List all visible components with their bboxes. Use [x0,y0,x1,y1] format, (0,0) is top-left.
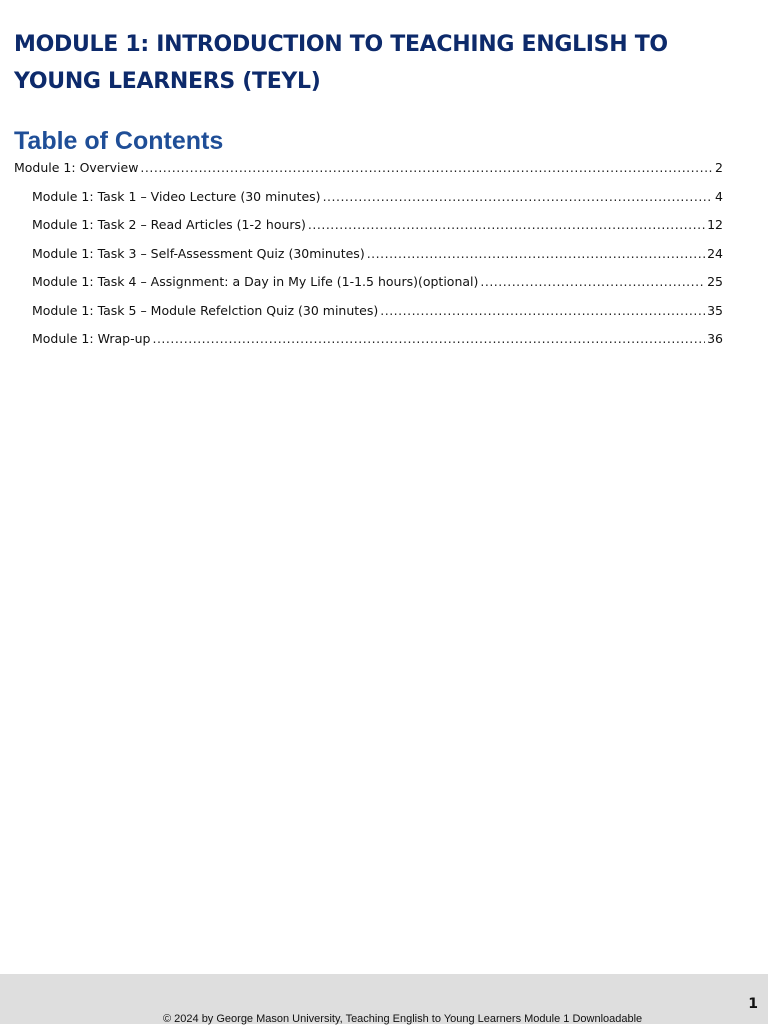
toc-dot-leader [367,246,705,261]
toc-entry-task-1[interactable] [32,189,723,213]
toc-page-number: 4 [715,189,723,204]
footer-page-number: 1 [748,996,758,1012]
toc-entry-label: Module 1: Wrap-up [32,331,151,346]
toc-dot-leader [380,303,705,318]
toc-heading: Table of Contents [14,127,224,155]
toc-dot-leader [152,331,705,346]
footer-copyright: © 2024 by George Mason University, Teaching English to Young Learners Module 1 Downloadable [163,1013,643,1025]
toc-entry-label: Module 1: Task 4 – Assignment: a Day in My Life (1-1.5 hours)(optional) [32,274,479,289]
page-footer [0,974,768,1024]
toc-page-number: 35 [707,303,723,318]
toc-entry-label: Module 1: Task 1 – Video Lecture (30 minutes) [32,189,321,204]
toc-entry-overview[interactable] [14,160,723,184]
toc-entry-label: Module 1: Task 2 – Read Articles (1-2 hours) [32,217,306,232]
toc-entry-wrap-up[interactable] [32,331,723,355]
toc-entry-task-4[interactable] [32,274,723,298]
toc-entry-task-5[interactable] [32,303,723,327]
toc-entry-label: Module 1: Task 5 – Module Refelction Quiz (30 minutes) [32,303,379,318]
module-title: MODULE 1: INTRODUCTION TO TEACHING ENGLISH TO YOUNG LEARNERS (TEYL) [14,32,668,94]
toc-page-number: 36 [707,331,723,346]
toc-dot-leader [140,160,713,175]
toc-entry-task-2[interactable] [32,217,723,241]
toc-entry-label: Module 1: Task 3 – Self-Assessment Quiz (30minutes) [32,246,365,261]
toc-page-number: 25 [707,274,723,289]
toc-dot-leader [323,189,713,204]
toc-dot-leader [480,274,705,289]
toc-dot-leader [308,217,705,232]
toc-page-number: 12 [707,217,723,232]
toc-entry-label: Module 1: Overview [14,160,139,175]
toc-entry-task-3[interactable] [32,246,723,270]
toc-page-number: 2 [715,160,723,175]
toc-page-number: 24 [707,246,723,261]
